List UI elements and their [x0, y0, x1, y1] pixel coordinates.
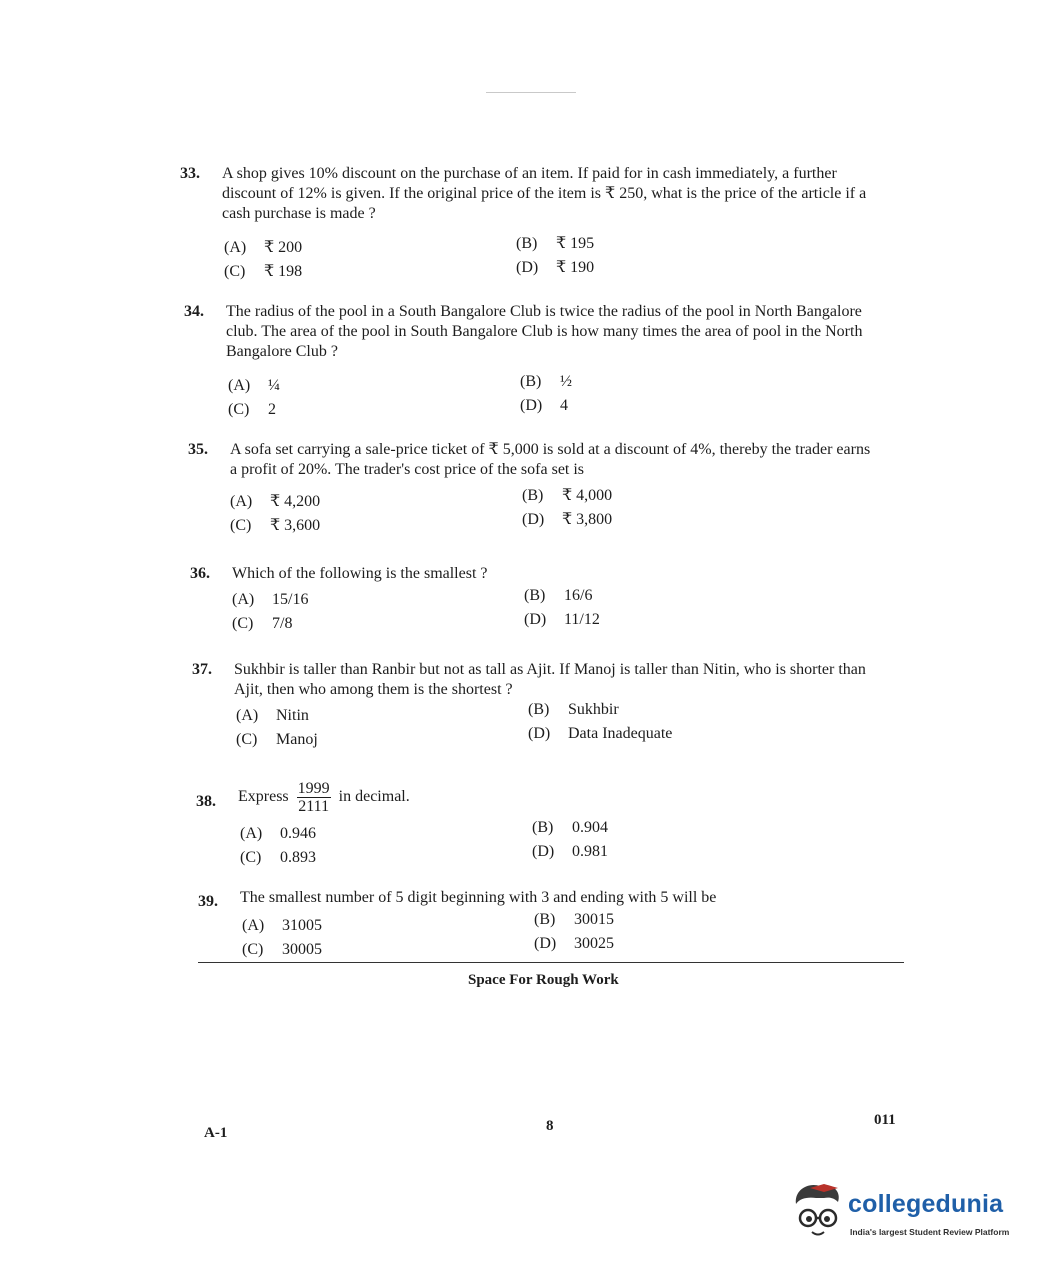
question-number: 39. — [198, 893, 218, 910]
option-label: (C) — [232, 615, 254, 632]
question-number: 35. — [188, 441, 208, 458]
option-d[interactable] — [534, 934, 614, 954]
option-value: 11/12 — [564, 611, 600, 628]
mascot-icon — [790, 1182, 846, 1242]
option-b[interactable] — [528, 700, 619, 720]
option-value: 0.893 — [280, 849, 316, 866]
scan-mark — [486, 92, 576, 93]
option-value: 31005 — [282, 917, 322, 934]
fraction — [297, 780, 331, 815]
option-value: 16/6 — [564, 587, 593, 604]
option-value: ₹ 4,000 — [562, 487, 613, 504]
option-label: (C) — [228, 401, 250, 418]
option-value: 15/16 — [272, 591, 309, 608]
option-value: 30005 — [282, 941, 322, 958]
option-label: (D) — [534, 935, 557, 952]
option-b[interactable] — [534, 910, 614, 930]
option-value: ₹ 3,800 — [562, 511, 613, 528]
question-number: 38. — [196, 793, 216, 810]
option-label: (C) — [240, 849, 262, 866]
page-number: 8 — [546, 1118, 554, 1134]
option-b[interactable] — [516, 234, 594, 254]
option-c[interactable] — [240, 848, 316, 868]
question-number: 34. — [184, 303, 204, 320]
option-label: (B) — [532, 819, 554, 836]
option-label: (C) — [230, 517, 252, 534]
option-label: (D) — [520, 397, 543, 414]
option-d[interactable] — [524, 610, 600, 630]
option-b[interactable] — [524, 586, 592, 606]
option-c[interactable] — [232, 614, 292, 634]
option-a[interactable] — [228, 376, 280, 396]
option-value: ₹ 3,600 — [270, 517, 321, 534]
option-label: (D) — [532, 843, 555, 860]
option-value: 0.981 — [572, 843, 608, 860]
option-value: ₹ 195 — [556, 235, 595, 252]
booklet-code: A-1 — [204, 1125, 228, 1141]
question-text: The smallest number of 5 digit beginning with 3 and ending with 5 will be — [240, 889, 717, 906]
question-number: 36. — [190, 565, 210, 582]
option-value: ¼ — [268, 377, 280, 394]
option-b[interactable] — [520, 372, 572, 392]
question-text: A sofa set carrying a sale-price ticket of ₹ 5,000 is sold at a discount of 4%, thereby the trader earns a profit of 20%. The trader's cost price of the sofa set is — [230, 441, 871, 478]
option-value: 0.946 — [280, 825, 316, 842]
option-label: (D) — [516, 259, 539, 276]
option-label: (C) — [236, 731, 258, 748]
option-label: (B) — [534, 911, 556, 928]
brand-tagline: India's largest Student Review Platform — [850, 1227, 1010, 1237]
question-text: A shop gives 10% discount on the purchase of an item. If paid for in cash immediately, a further discount of 12% is given. If the original price of the item is ₹ 250, what is the price of the article if a cash purchase is made ? — [222, 165, 867, 222]
option-value: ₹ 200 — [264, 239, 303, 256]
option-d[interactable] — [520, 396, 568, 416]
question-number: 33. — [180, 165, 200, 182]
brand-logo[interactable] — [790, 1182, 1020, 1252]
option-value: ₹ 4,200 — [270, 493, 321, 510]
option-d[interactable] — [528, 724, 672, 744]
option-label: (A) — [240, 825, 263, 842]
option-label: (B) — [524, 587, 546, 604]
option-a[interactable] — [236, 706, 309, 726]
option-c[interactable] — [242, 940, 322, 960]
option-value: Nitin — [276, 707, 309, 724]
option-d[interactable] — [516, 258, 594, 278]
option-value: 2 — [268, 401, 276, 418]
option-value: 4 — [560, 397, 568, 414]
option-label: (B) — [516, 235, 538, 252]
question-text: Sukhbir is taller than Ranbir but not as tall as Ajit. If Manoj is taller than Nitin, who is shorter than Ajit, then who among them is the shortest ? — [234, 661, 866, 698]
option-c[interactable] — [228, 400, 276, 420]
option-label: (C) — [242, 941, 264, 958]
option-b[interactable] — [532, 818, 608, 838]
option-label: (A) — [230, 493, 253, 510]
section-divider — [198, 962, 904, 963]
brand-name: collegedunia — [848, 1190, 1004, 1218]
option-label: (A) — [224, 239, 247, 256]
option-a[interactable] — [232, 590, 308, 610]
option-a[interactable] — [224, 238, 302, 258]
option-a[interactable] — [230, 492, 320, 512]
in-decimal-text: in decimal. — [338, 788, 410, 806]
option-value: 0.904 — [572, 819, 608, 836]
option-c[interactable] — [224, 262, 302, 282]
option-a[interactable] — [242, 916, 322, 936]
option-label: (A) — [228, 377, 251, 394]
option-b[interactable] — [522, 486, 612, 506]
option-label: (D) — [524, 611, 547, 628]
option-value: ½ — [560, 373, 572, 390]
option-label: (A) — [236, 707, 259, 724]
option-value: Data Inadequate — [568, 725, 673, 742]
fraction-denominator: 2111 — [298, 798, 330, 815]
option-c[interactable] — [236, 730, 318, 750]
question-text: Which of the following is the smallest ? — [232, 565, 488, 582]
option-value: 30025 — [574, 935, 614, 952]
option-label: (B) — [522, 487, 544, 504]
question-text: The radius of the pool in a South Bangalore Club is twice the radius of the pool in North Bangalore club. The area of the pool in South Bangalore Club is how many times the area of pool in the North Bangalore Club ? — [226, 303, 863, 360]
option-label: (A) — [232, 591, 255, 608]
question-number: 37. — [192, 661, 212, 678]
rough-work-label: Space For Rough Work — [468, 972, 619, 988]
option-value: Sukhbir — [568, 701, 619, 718]
option-label: (D) — [522, 511, 545, 528]
option-d[interactable] — [522, 510, 612, 530]
option-c[interactable] — [230, 516, 320, 536]
option-value: ₹ 190 — [556, 259, 595, 276]
option-label: (C) — [224, 263, 246, 280]
option-label: (B) — [528, 701, 550, 718]
option-value: ₹ 198 — [264, 263, 303, 280]
option-label: (B) — [520, 373, 542, 390]
question-text — [238, 780, 888, 815]
option-d[interactable] — [532, 842, 608, 862]
option-label: (D) — [528, 725, 551, 742]
option-value: 30015 — [574, 911, 614, 928]
option-value: 7/8 — [272, 615, 293, 632]
express-word: Express — [238, 788, 289, 806]
fraction-numerator: 1999 — [297, 780, 330, 797]
option-value: Manoj — [276, 731, 318, 748]
option-label: (A) — [242, 917, 265, 934]
paper-code: 011 — [874, 1112, 896, 1128]
option-a[interactable] — [240, 824, 316, 844]
